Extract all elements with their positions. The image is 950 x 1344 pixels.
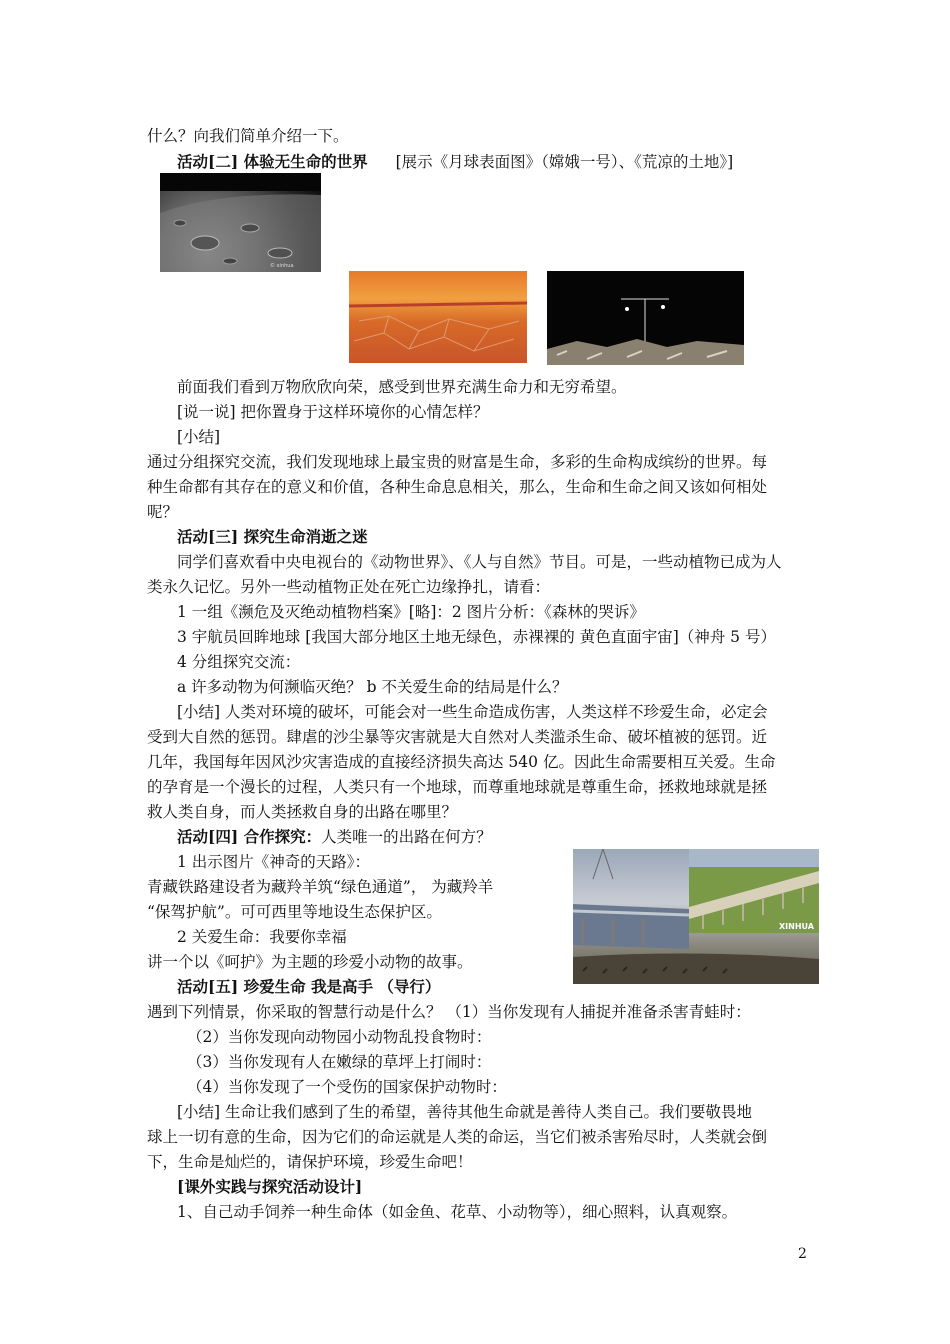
text-line: 1、自己动手饲养一种生命体（如金鱼、花草、小动物等），细心照料，认真观察。 — [177, 1203, 738, 1221]
moon-caption: © xinhua — [270, 263, 294, 269]
activity-4-title: 活动[四] 合作探究： — [177, 827, 322, 846]
text-line: 球上一切有意的生命，因为它们的命运就是人类的命运，当它们被杀害殆尽时，人类就会倒 — [147, 1128, 768, 1146]
activity-2-heading — [177, 152, 733, 172]
text-line: 受到大自然的惩罚。肆虐的沙尘暴等灾害就是大自然对人类滥杀生命、破坏植被的惩罚。近 — [147, 728, 768, 746]
text-line: （4）当你发现了一个受伤的国家保护动物时： — [187, 1078, 507, 1096]
activity-2-title: 活动[二] 体验无生命的世界 — [177, 152, 368, 171]
text-line: [小结] 生命让我们感到了生的希望，善待其他生命就是善待人类自己。我们要敬畏地 — [177, 1103, 753, 1121]
activity-5-heading — [177, 977, 440, 997]
moon-surface-image — [160, 173, 321, 272]
text-line: 种生命都有其存在的意义和价值，各种生命息息相关，那么，生命和生命之间又该如何相处 — [147, 478, 768, 496]
text-line: 4 分组探究交流： — [177, 653, 301, 671]
text-line: 讲一个以《呵护》为主题的珍爱小动物的故事。 — [147, 953, 473, 971]
text-line: [说一说] 把你置身于这样环境你的心情怎样？ — [177, 403, 489, 421]
moon-craters — [160, 173, 321, 272]
railway-image — [573, 849, 819, 984]
outside-activity-title: [课外实践与探究活动设计] — [177, 1177, 363, 1196]
outside-activity-heading — [177, 1177, 362, 1197]
text-line: 几年，我国每年因风沙灾害造成的直接经济损失高达 540 亿。因此生命需要相互关爱。生命 — [147, 753, 776, 771]
activity-4-heading — [177, 827, 492, 847]
night-lamp-scene — [547, 271, 744, 365]
text-line: 通过分组探究交流，我们发现地球上最宝贵的财富是生命，多彩的生命构成缤纷的世界。每 — [147, 453, 768, 471]
text-line: 什么？向我们简单介绍一下。 — [147, 127, 349, 145]
text-line: （3）当你发现有人在嫩绿的草坪上打闹时： — [187, 1053, 492, 1071]
text-line: 2 关爱生命：我要你幸福 — [177, 928, 347, 946]
text-line: 3 宇航员回眸地球 [我国大部分地区土地无绿色，赤裸裸的 黄色直面宇宙]（神舟 5 号） — [177, 628, 776, 646]
barren-land-image — [349, 271, 527, 363]
railway-caption: XINHUA — [779, 922, 814, 931]
page-number: 2 — [798, 1246, 807, 1262]
text-line: 前面我们看到万物欣欣向荣，感受到世界充满生命力和无穷希望。 — [177, 378, 627, 396]
barren-land-cracks — [349, 271, 527, 363]
text-line: 遇到下列情景，你采取的智慧行动是什么？ （1）当你发现有人捕捉并准备杀害青蛙时： — [147, 1003, 751, 1021]
text-line: 下，生命是灿烂的，请保护环境，珍爱生命吧！ — [147, 1153, 473, 1171]
activity-3-title: 活动[三] 探究生命消逝之迷 — [177, 527, 368, 546]
night-lamp-image — [547, 271, 744, 365]
text-line: 的孕育是一个漫长的过程，人类只有一个地球，而尊重地球就是尊重生命，拯救地球就是拯 — [147, 778, 768, 796]
text-line: 1 出示图片《神奇的天路》： — [177, 853, 371, 871]
text-line: 救人类自身，而人类拯救自身的出路在哪里？ — [147, 803, 458, 821]
activity-5-title: 活动[五] 珍爱生命 我是高手 （导行） — [177, 977, 441, 996]
activity-4-question: 人类唯一的出路在何方？ — [321, 828, 492, 846]
text-line: 呢？ — [147, 503, 179, 521]
text-line: [小结] — [177, 428, 221, 446]
text-line: 同学们喜欢看中央电视台的《动物世界》、《人与自然》节目。可是，一些动植物已成为人 — [177, 553, 782, 571]
activity-2-note: [展示《月球表面图》（嫦娥一号）、《荒凉的土地》] — [395, 153, 734, 171]
text-line: 青藏铁路建设者为藏羚羊筑“绿色通道”， 为藏羚羊 — [147, 878, 494, 896]
railway-scene — [573, 849, 819, 984]
text-line: （2）当你发现向动物园小动物乱投食物时： — [187, 1028, 492, 1046]
text-line: a 许多动物为何濒临灭绝？ b 不关爱生命的结局是什么？ — [177, 678, 568, 696]
text-line: 类永久记忆。另外一些动植物正处在死亡边缘挣扎，请看： — [147, 578, 551, 596]
text-line: [小结] 人类对环境的破坏，可能会对一些生命造成伤害，人类这样不珍爱生命，必定会 — [177, 703, 768, 721]
text-line: 1 一组《濒危及灭绝动植物档案》[略]：2 图片分析：《森林的哭诉》 — [177, 603, 645, 621]
text-line: “保驾护航”。可可西里等地设生态保护区。 — [147, 903, 442, 921]
activity-3-heading — [177, 527, 368, 547]
